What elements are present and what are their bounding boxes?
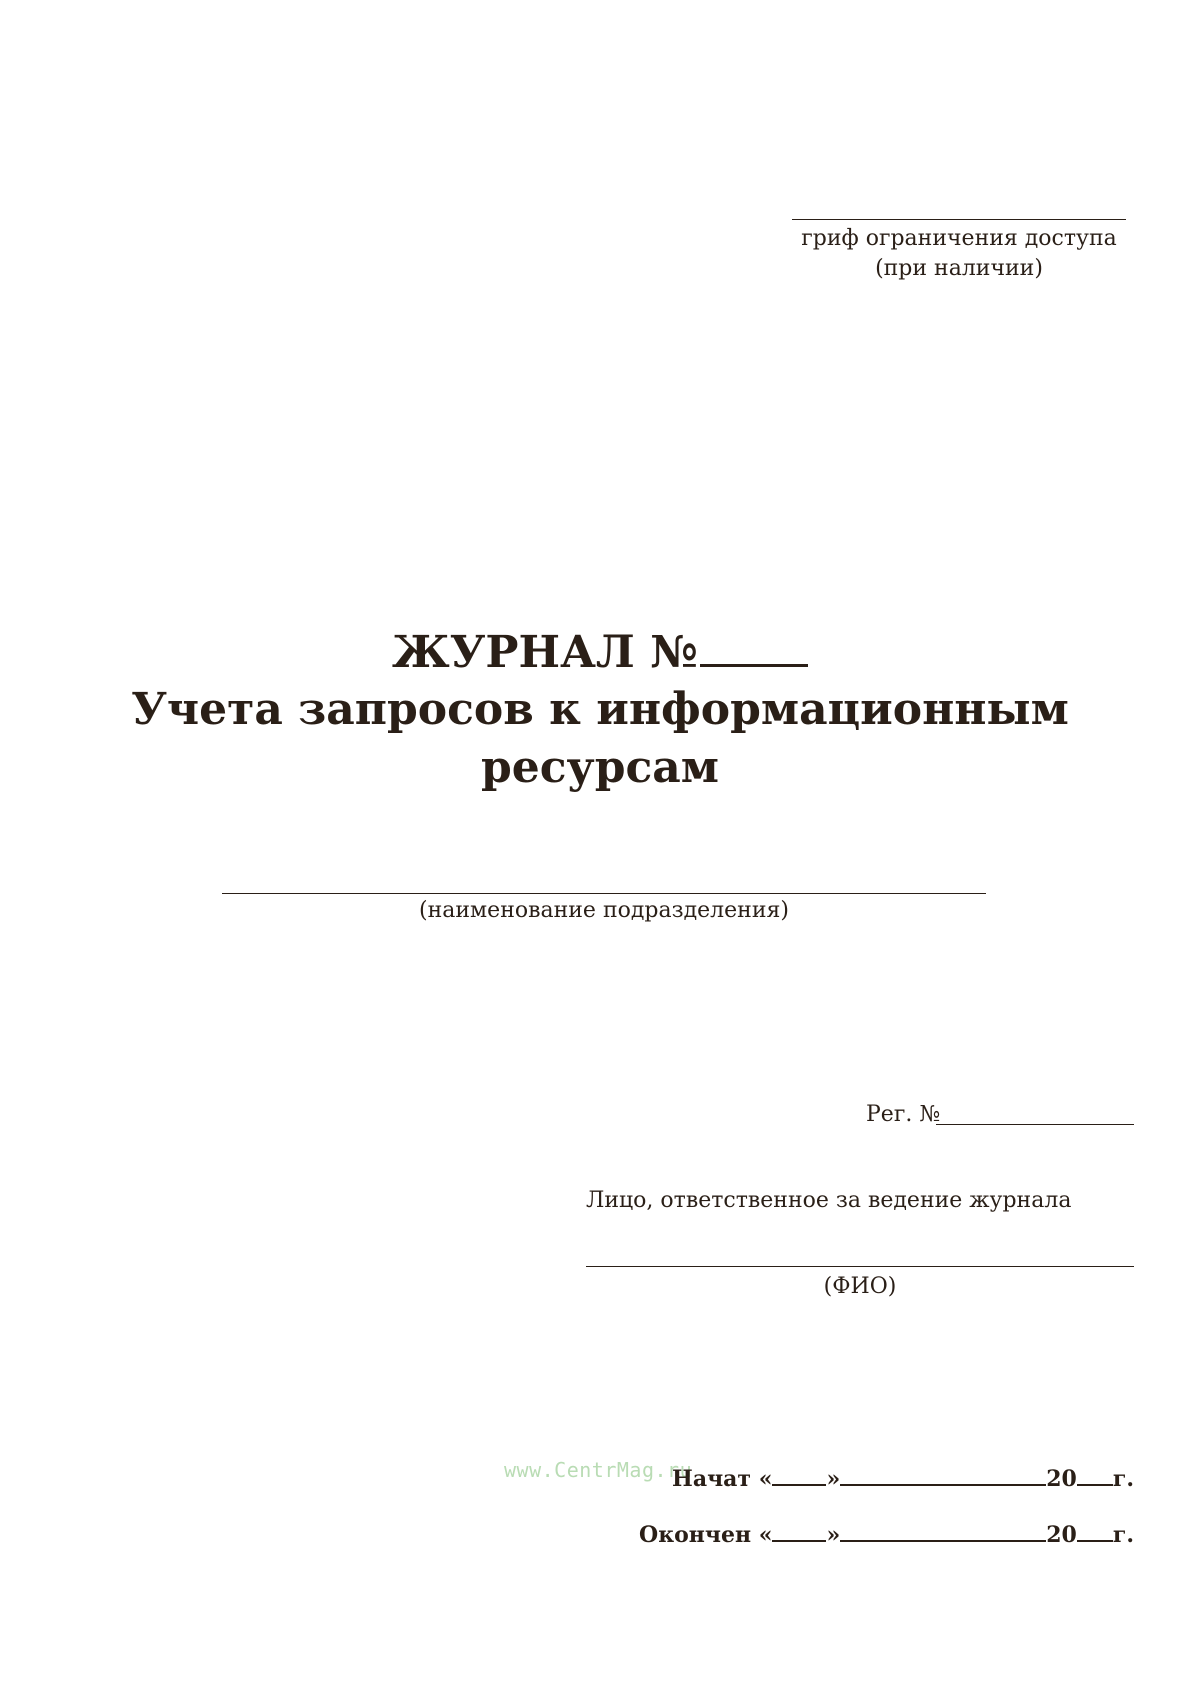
started-label: Начат « [672, 1466, 773, 1492]
access-stamp-line [792, 219, 1126, 220]
access-stamp-label: гриф ограничения доступа [801, 226, 1117, 251]
started-day-blank [772, 1464, 826, 1486]
finished-year-suffix: г. [1112, 1522, 1134, 1548]
registration-label: Рег. № [866, 1102, 941, 1127]
finished-year-blank [1077, 1520, 1113, 1542]
journal-subtitle-line-2: ресурсам [480, 742, 719, 793]
journal-subtitle-line-1: Учета запросов к информационным [131, 684, 1069, 735]
finished-label: Окончен « [639, 1522, 773, 1548]
started-year-blank [1077, 1464, 1113, 1486]
journal-title [0, 622, 1200, 683]
finished-year-prefix: 20 [1046, 1522, 1077, 1548]
started-quote-close: » [826, 1466, 841, 1492]
access-stamp-note: (при наличии) [875, 256, 1043, 281]
fio-line [586, 1266, 1134, 1267]
subdivision-line [222, 893, 986, 894]
journal-title-text: ЖУРНАЛ № [392, 627, 698, 678]
subdivision-label: (наименование подразделения) [419, 898, 789, 923]
finished-date-row [639, 1520, 1134, 1550]
watermark: www.CentrMag.ru [504, 1458, 693, 1482]
started-month-blank [840, 1464, 1046, 1486]
registration-line [936, 1124, 1134, 1125]
fio-label: (ФИО) [823, 1274, 897, 1299]
journal-number-blank [700, 622, 808, 667]
finished-quote-close: » [826, 1522, 841, 1548]
finished-day-blank [772, 1520, 826, 1542]
started-year-suffix: г. [1112, 1466, 1134, 1492]
started-year-prefix: 20 [1046, 1466, 1077, 1492]
finished-month-blank [840, 1520, 1046, 1542]
responsible-person-label: Лицо, ответственное за ведение журнала [586, 1188, 1072, 1213]
started-date-row [672, 1464, 1134, 1494]
